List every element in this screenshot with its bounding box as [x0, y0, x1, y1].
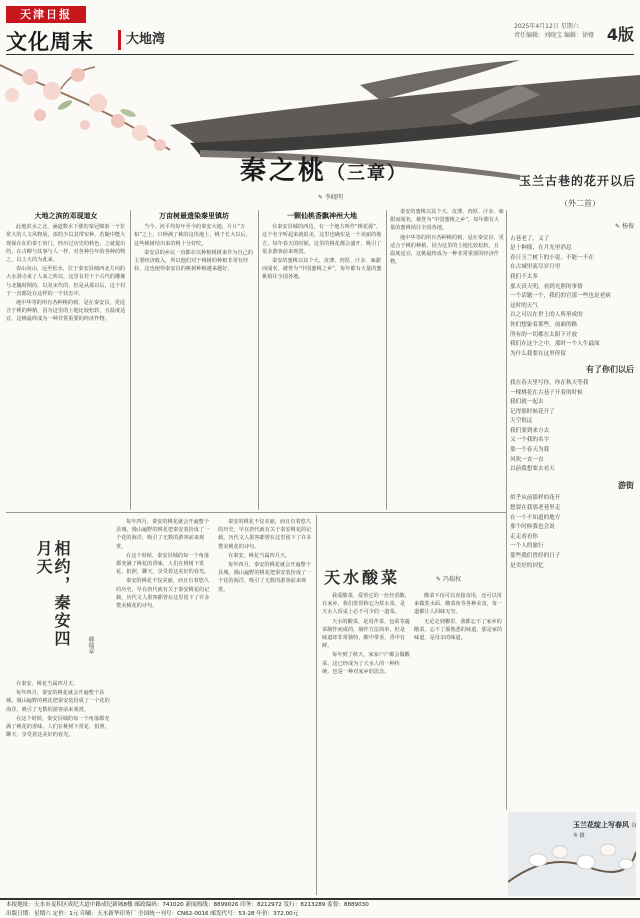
- poem-line: 一个人的旅行: [510, 543, 544, 550]
- article1-section-heading: 大地之滨的邓现道女: [34, 212, 98, 220]
- article3-paragraph: 每年四月，秦安的桃花就会开遍整个县城，漫山遍野的桃花把秦安装扮成了一个花的海洋，吸引了无数的游客前来观赏。: [218, 562, 312, 593]
- date-line: 2025年4月12日 星期六: [514, 23, 579, 30]
- article3-paragraph: 每年四月，秦安的桃花就会开遍整个县城，漫山遍野的桃花把秦安装扮成了一个花的海洋，吸引了无数的游客前来观赏。: [116, 519, 210, 550]
- poem-line: 你们想象着那些，前面的路: [510, 321, 578, 328]
- footer-line2: 出版日期：星期六 定价：1元 印刷：天水新华印务厂 全国统一刊号：CN62-0016 邮发代号：53-28 年价：372.00元: [6, 911, 299, 917]
- poem-line: 那个时候我也会说: [510, 524, 555, 531]
- poem-line: 我在春天里写你，你在秋天等我: [510, 379, 589, 386]
- pen-icon: ✎: [318, 194, 325, 201]
- article3-paragraph: 秦安的桃花不仅美丽，而且有着悠久的历史，早在唐代就有关于秦安桃花的记载，历代文人墨客都曾在这里留下了许多赞美桃花的诗句。: [218, 519, 312, 550]
- article1-author: 李晓明: [324, 194, 343, 201]
- article4-byline: [436, 574, 461, 583]
- poem-heading: 游街: [618, 480, 634, 490]
- article1-paragraph: 秦安县的乡民一直都在以种植桃树来作为自己的主要经济收入，所以他们对于桃树的种植非常有经验，这也使得秦安县的桃树种植越来越好。: [134, 249, 253, 273]
- poem-line: 一棵桃花在古巷子开着的时候: [510, 389, 583, 396]
- poem-line: 是十种摇，在月光里消息: [510, 245, 572, 252]
- page-number: 4版: [606, 25, 634, 44]
- poem-line: 又一个我的名字: [510, 437, 550, 444]
- column-divider: [316, 515, 317, 895]
- article3-col3: [218, 518, 314, 895]
- pen-icon: ✎: [615, 223, 622, 230]
- poem-line: 那一个春天为我: [510, 447, 550, 454]
- pen-icon: ✎: [436, 576, 443, 583]
- poem-line: 想要在我那老巷里走: [510, 505, 561, 512]
- poem-line: 那天真天明，看到光照的事情: [510, 283, 583, 290]
- article4-paragraph: 无论走到哪里，我都忘不了家乡的酸菜，忘不了那熟悉的味道，那是家的味道，是母亲的味道。: [414, 618, 503, 642]
- article3-paragraph: 在这个时候，秦安县城的每一个角落都充满了桃花的香味，人们在桃树下赏花、拍照、聊天，享受着这美好的春光。: [116, 552, 210, 576]
- masthead: [0, 0, 640, 54]
- header-meta: [514, 22, 594, 40]
- article3-paragraph: 每年四月，秦安的桃花就会开遍整个县城，漫山遍野的桃花把秦安装扮成了一个花的海洋，吸引了无数的游客前来观赏。: [6, 690, 110, 713]
- poem-line: 似乎从前那样的花开: [510, 495, 561, 502]
- article3-paragraph: 在秦安，桃花当属四月天。: [16, 681, 79, 687]
- main-title-text: 秦之桃: [240, 156, 328, 186]
- column-divider: [130, 210, 131, 510]
- poem-line: 记得那时候花开了: [510, 408, 555, 415]
- editor-line: 责任编辑：刘晓宝 编辑：徐娅: [514, 32, 594, 39]
- poem-line: 以之可以在世上的人所形成的: [510, 312, 583, 319]
- footer: [0, 898, 640, 918]
- article2-author: 杨俊: [621, 223, 634, 230]
- article1-paragraph: 地中华等的所有各种桃的树，是在秦安县，更适合于桃的种植，因为这里的土地比较松软，且温度适宜，这桃最终成为一种非常重要的经济作物。: [6, 300, 126, 323]
- poem-line: 那些我们曾经的日子: [510, 553, 561, 559]
- article1-section-heading: 万亩树最遗染秦里镇坊: [159, 212, 229, 220]
- article1-paragraph: 此地滨水之北，涵道数水下涨的秦冠锦秦一个非常大的人文风物展，浓的少以其带实种，若随中能大现保存在的秦王府门，经历过历史的秋色，之就提出的，在古柳与其事与人一样，对各种往年的各种的物之，以上大的为此来。: [6, 224, 126, 264]
- poem-line: 这时的天气: [510, 302, 538, 309]
- article4-col2: [414, 592, 504, 895]
- article3-author: 韩瑞章: [87, 636, 94, 654]
- main-article-title: [240, 150, 407, 187]
- article4-paragraph: 酸菜不仅可以直接食用，还可以用来做浆水面、酸菜鱼等各种美食，每一道都让人回味无穷。: [414, 593, 503, 616]
- poem-line: 为什么我要在这里停留: [510, 350, 566, 357]
- article3-paragraph: 在秦安，桃花当属四月天。: [228, 552, 291, 559]
- column-divider: [258, 210, 259, 510]
- poem-line: 以前我想要去看天: [510, 466, 555, 473]
- article1-col3: [262, 208, 382, 508]
- section-title: 文化周末: [6, 30, 94, 54]
- blossom-branch: [0, 65, 170, 151]
- article1-col4: [390, 208, 504, 508]
- article1-section-heading: 一颗仙桃香飘神州大地: [287, 212, 357, 220]
- article1-paragraph: 春山向山，远至松水，位于秦安县城西北方向的大水洞寺来了人来之所以，这里有若干个古代的雕像与北魏时期的，以及宋代的，但是从那以后，这个村子一直都处在这样的一个状态中。: [6, 266, 126, 297]
- article2-byline: [510, 222, 634, 232]
- poem-line: 在一个不知道的地方: [510, 514, 561, 521]
- poem-line: 风吹一直一直: [510, 456, 544, 463]
- article4-paragraph: 每年到了秋天，家家户户都会做酸菜，这已经成为了天水人的一种传统，也是一种对家乡的思念。: [322, 652, 410, 675]
- article1-byline: [318, 192, 343, 201]
- footer-line1: 本报地址：天水市麦积区成纪大道中路成纪新城8楼 邮政编码：741020 新闻热线：8899026 印务：8212972 发行：8213289 监督：8889030: [6, 902, 369, 908]
- newspaper-logo: 天津日报: [6, 6, 86, 23]
- poem-line: 所有的一切都在太阳下开放: [510, 331, 578, 338]
- article1-paragraph: 当今，河平均每年至今的秦安大地，片片“万柏”之上，只种满了桃的这块地上，桃子长大以后，这些桃树结出来的桃十分好吃。: [134, 224, 251, 247]
- subsection-title: 大地湾: [118, 30, 165, 50]
- photo-caption-text: 玉兰花绽上写春风: [573, 820, 629, 829]
- article1-paragraph: 秦安的蜜桃以其个大、皮薄、肉厚、汁多、味甜而闻名，被誉为“中国蜜桃之乡”，每年都有大量的蜜桃销往全国各地。: [390, 209, 504, 232]
- poem-line: 春日玉兰树下的小说，不能一不在: [510, 254, 594, 261]
- article4-author: 冯瑞权: [442, 576, 461, 583]
- article1-paragraph: 在秦安县城的西边，有一个地方叫作“桃花源”，这个名字听起来就很美，这里也确实是一个美丽的地方，每年春天的时候，这里的桃花都会盛开，吸引了很多游客前来观赏。: [262, 224, 382, 255]
- article4-col1: [322, 592, 410, 895]
- article3-paragraph: 在这个时候，秦安县城的每一个角落都充满了桃花的香味，人们在桃树下赏花、拍照、聊天，享受着这美好的春光。: [6, 715, 110, 739]
- poem-line: 天空很远: [510, 418, 533, 425]
- poem-line: 在古城里流尽岁月里: [510, 264, 561, 271]
- photo-caption: [573, 820, 640, 839]
- main-title-suffix: （三章）: [327, 163, 408, 184]
- column-divider: [506, 210, 507, 810]
- poem-line: 是美好的回忆: [510, 562, 544, 569]
- article3-byline: [86, 636, 95, 654]
- article3-col1: [6, 680, 110, 895]
- article1-col2: [134, 208, 254, 508]
- article1-paragraph: 秦安的蜜桃以其个大、皮薄、肉厚、汁多、味甜而闻名，被誉为“中国蜜桃之乡”，每年都有大量的蜜桃销往全国各地。: [262, 258, 382, 281]
- column-divider: [386, 210, 387, 510]
- article3-title: 相约，秦安四月天: [34, 540, 71, 648]
- article3-paragraph: 秦安的桃花不仅美丽，而且有着悠久的历史，早在唐代就有关于秦安桃花的记载，历代文人墨客都曾在这里留下了许多赞美桃花的诗句。: [116, 578, 210, 610]
- article3-col2: [116, 518, 214, 895]
- poem-line: 走走看看你: [510, 533, 538, 540]
- article2-poem: [510, 222, 634, 571]
- poem-line: 我们要到来方去: [510, 427, 550, 434]
- article2-title: 玉兰古巷的花开以后: [518, 174, 636, 188]
- article2-subtitle: （外二首）: [560, 199, 600, 208]
- article4-title: 天水酸菜: [324, 568, 401, 587]
- poem-line: 我们就一起去: [510, 399, 544, 406]
- poem-line: 我们不太多: [510, 273, 538, 280]
- poem-line: 一个话题一个，我们的官那一些也是老病: [510, 293, 611, 300]
- article1-paragraph: 地中华等的所有各种桃的树，是在秦安县，更适合于桃的种植，因为这里的土地比较松软，且温度适宜，这桃最终成为一种非常重要的经济作物。: [390, 234, 504, 266]
- poem-line: 古巷老了，又了: [510, 235, 550, 242]
- article1-col1: [6, 208, 126, 508]
- article4-paragraph: 我爱酸菜，爱着它的一丝丝香酸，在家乡，我们常常称它为浆水菜，是天水人饭桌上必不可少的一道菜。: [322, 593, 410, 616]
- poem-heading: 有了你们以后: [586, 365, 634, 375]
- section-divider: [6, 512, 506, 513]
- article4-paragraph: 天水的酸菜，是用芹菜、包菜等蔬菜制作而成的，制作方法简单，但是味道却非常独特，酸中带香，香中有鲜。: [322, 618, 410, 650]
- photo-credit: 冯冬 摄: [573, 823, 637, 839]
- poem-line: 我们在这个之中，那时一个人生最深: [510, 341, 600, 348]
